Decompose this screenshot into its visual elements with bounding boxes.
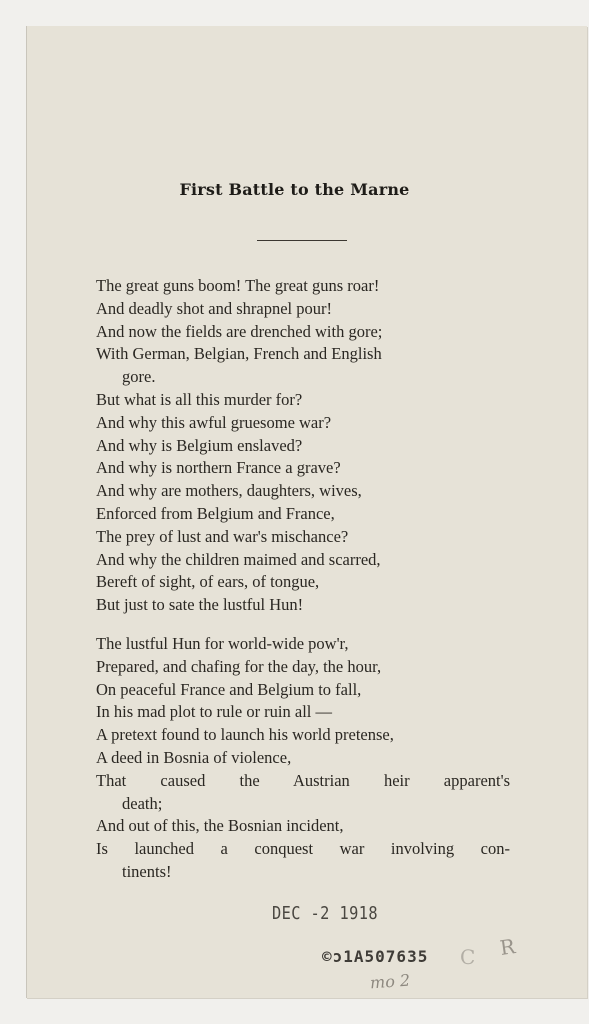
date-stamp: DEC -2 1918 (272, 903, 379, 924)
poem-line: death; (122, 793, 163, 813)
poem-line: And why this awful gruesome war? (96, 412, 332, 432)
poem-line: The lustful Hun for world-wide pow'r, (96, 633, 349, 653)
poem-line: And deadly shot and shrapnel pour! (96, 298, 332, 318)
poem-line: And out of this, the Bosnian incident, (96, 816, 344, 836)
poem-line: Prepared, and chafing for the day, the hour, (96, 656, 382, 676)
stanza (96, 633, 510, 884)
stamp-mark-c: C (460, 945, 476, 969)
poem-line: Bereft of sight, of ears, of tongue, (96, 572, 320, 592)
handwritten-note: mo 2 (369, 970, 411, 993)
poem-line: In his mad plot to rule or ruin all — (96, 702, 333, 722)
poem-line: tinents! (122, 861, 172, 881)
poem-line: The prey of lust and war's mischance? (96, 526, 349, 546)
poem-line: And why is Belgium enslaved? (96, 435, 303, 455)
poem-line: But just to sate the lustful Hun! (96, 595, 304, 615)
poem-body (96, 275, 510, 900)
poem-line: And why are mothers, daughters, wives, (96, 481, 362, 501)
poem-line: And why is northern France a grave? (96, 458, 341, 478)
title-divider (257, 240, 347, 241)
poem-line: And why the children maimed and scarred, (96, 549, 381, 569)
poem-line: Enforced from Belgium and France, (96, 503, 335, 523)
stanza (96, 275, 510, 617)
poem-line: With German, Belgian, French and English (96, 344, 382, 364)
poem-line: On peaceful France and Belgium to fall, (96, 679, 362, 699)
poem-line: A pretext found to launch his world pretense, (96, 725, 394, 745)
copyright-registration-stamp: ©ɔ1A507635 (322, 947, 429, 966)
poem-line: Is launched a conquest war involving con- (96, 839, 510, 859)
poem-line: gore. (122, 367, 156, 387)
poem-line: And now the fields are drenched with gore; (96, 321, 383, 341)
pencil-mark-r: R (498, 934, 517, 960)
poem-line: The great guns boom! The great guns roar! (96, 276, 380, 295)
poem-line: But what is all this murder for? (96, 389, 303, 409)
poem-line: That caused the Austrian heir apparent's (96, 770, 510, 790)
poem-line: A deed in Bosnia of violence, (96, 747, 292, 767)
poem-title: First Battle to the Marne (179, 180, 410, 199)
